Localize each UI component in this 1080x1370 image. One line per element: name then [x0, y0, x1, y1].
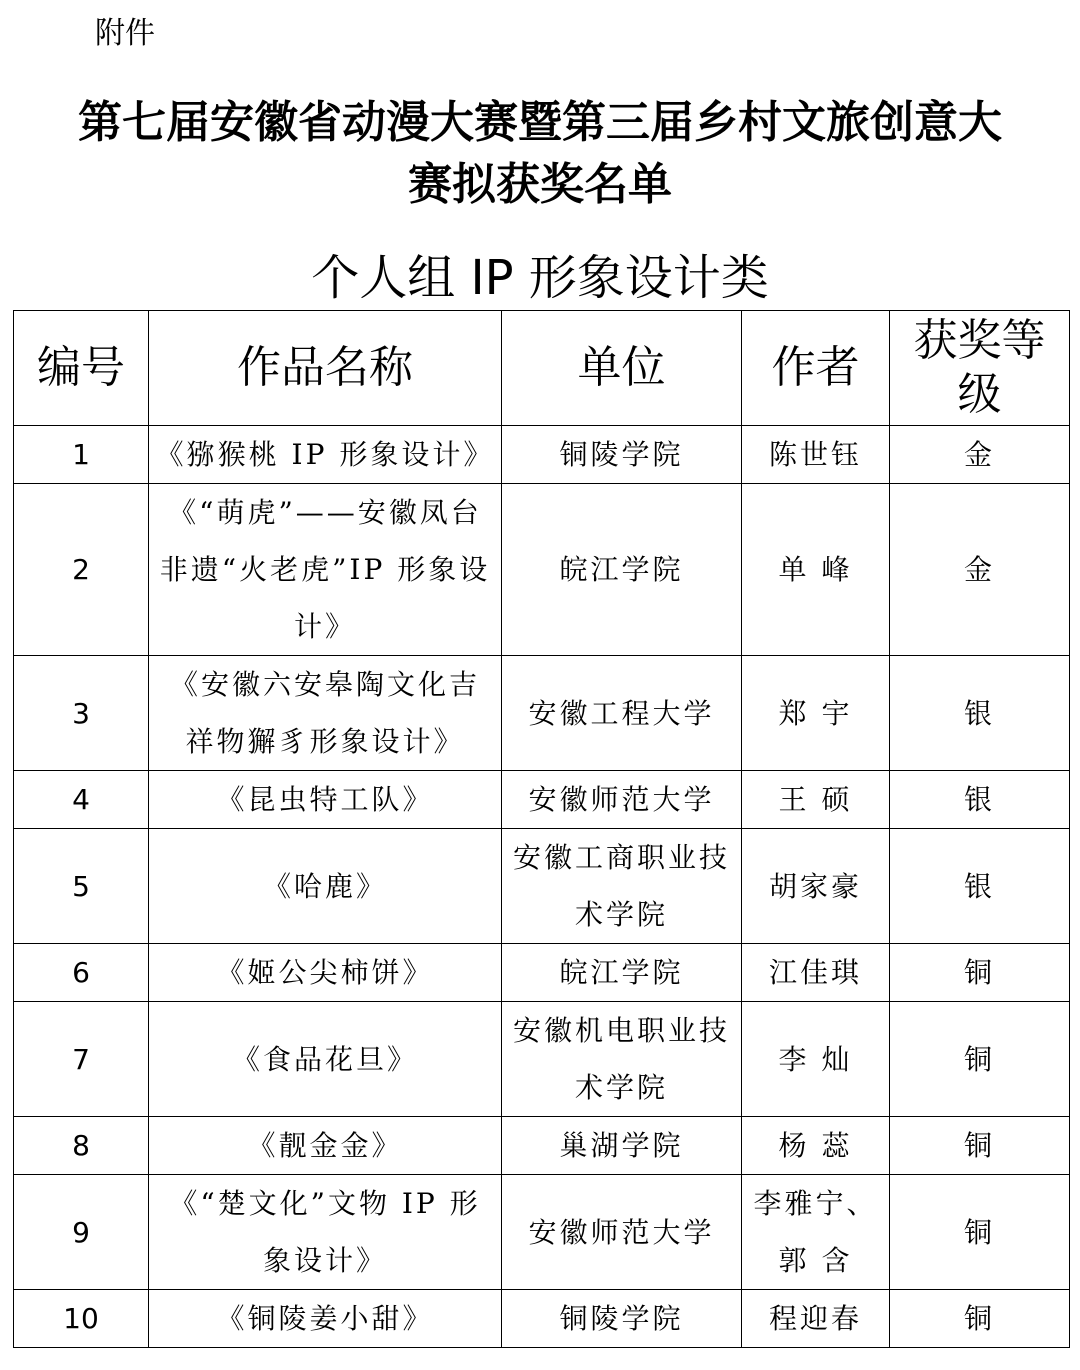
cell-author: 程迎春	[742, 1290, 890, 1348]
cell-award: 银	[890, 656, 1070, 771]
table-row	[14, 484, 1070, 656]
cell-unit: 安徽工商职业技术学院	[502, 829, 742, 944]
cell-number: 6	[14, 944, 149, 1002]
cell-unit: 皖江学院	[502, 944, 742, 1002]
title-line-2: 赛拟获奖名单	[408, 159, 672, 210]
cell-unit: 铜陵学院	[502, 426, 742, 484]
cell-number: 7	[14, 1002, 149, 1117]
section-title: 个人组 IP 形象设计类	[311, 250, 769, 306]
cell-author: 李 灿	[742, 1002, 890, 1117]
cell-author: 单 峰	[742, 484, 890, 656]
table-row	[14, 1002, 1070, 1117]
cell-number: 9	[14, 1175, 149, 1290]
cell-award: 银	[890, 829, 1070, 944]
column-header-unit: 单位	[502, 311, 742, 426]
cell-award: 铜	[890, 1117, 1070, 1175]
cell-work: 《“楚文化”文物 IP 形象设计》	[149, 1175, 502, 1290]
cell-author: 郑 宇	[742, 656, 890, 771]
cell-work: 《“萌虎”——安徽凤台非遗“火老虎”IP 形象设计》	[149, 484, 502, 656]
cell-unit: 铜陵学院	[502, 1290, 742, 1348]
cell-number: 3	[14, 656, 149, 771]
table-row	[14, 829, 1070, 944]
cell-number: 2	[14, 484, 149, 656]
cell-unit: 安徽机电职业技术学院	[502, 1002, 742, 1117]
table-header-row	[14, 311, 1070, 426]
cell-work: 《猕猴桃 IP 形象设计》	[149, 426, 502, 484]
title-line-1: 第七届安徽省动漫大赛暨第三届乡村文旅创意大	[78, 97, 1002, 148]
cell-work: 《食品花旦》	[149, 1002, 502, 1117]
table-row	[14, 1117, 1070, 1175]
cell-unit: 安徽师范大学	[502, 771, 742, 829]
cell-award: 铜	[890, 1002, 1070, 1117]
cell-award: 铜	[890, 1175, 1070, 1290]
table-row	[14, 426, 1070, 484]
cell-unit: 巢湖学院	[502, 1117, 742, 1175]
cell-work: 《姬公尖柿饼》	[149, 944, 502, 1002]
table-row	[14, 1175, 1070, 1290]
column-header-number: 编号	[14, 311, 149, 426]
cell-work: 《靓金金》	[149, 1117, 502, 1175]
award-table	[13, 310, 1070, 1348]
table-row	[14, 1290, 1070, 1348]
cell-author: 王 硕	[742, 771, 890, 829]
attachment-label: 附件	[95, 16, 155, 51]
cell-number: 4	[14, 771, 149, 829]
document-title	[0, 92, 1080, 216]
cell-work: 《铜陵姜小甜》	[149, 1290, 502, 1348]
cell-award: 银	[890, 771, 1070, 829]
cell-unit: 皖江学院	[502, 484, 742, 656]
cell-unit: 安徽工程大学	[502, 656, 742, 771]
cell-work: 《哈鹿》	[149, 829, 502, 944]
table-row	[14, 944, 1070, 1002]
table-row	[14, 771, 1070, 829]
cell-number: 10	[14, 1290, 149, 1348]
cell-award: 铜	[890, 944, 1070, 1002]
cell-unit: 安徽师范大学	[502, 1175, 742, 1290]
cell-number: 5	[14, 829, 149, 944]
column-header-work: 作品名称	[149, 311, 502, 426]
cell-award: 金	[890, 426, 1070, 484]
cell-author: 胡家豪	[742, 829, 890, 944]
cell-work: 《安徽六安皋陶文化吉祥物獬豸形象设计》	[149, 656, 502, 771]
cell-author: 陈世钰	[742, 426, 890, 484]
cell-award: 金	[890, 484, 1070, 656]
table-row	[14, 656, 1070, 771]
cell-author: 杨 蕊	[742, 1117, 890, 1175]
cell-number: 1	[14, 426, 149, 484]
cell-author: 李雅宁、郭 含	[742, 1175, 890, 1290]
cell-award: 铜	[890, 1290, 1070, 1348]
cell-work: 《昆虫特工队》	[149, 771, 502, 829]
column-header-author: 作者	[742, 311, 890, 426]
cell-number: 8	[14, 1117, 149, 1175]
cell-author: 江佳琪	[742, 944, 890, 1002]
column-header-award: 获奖等级	[890, 311, 1070, 426]
